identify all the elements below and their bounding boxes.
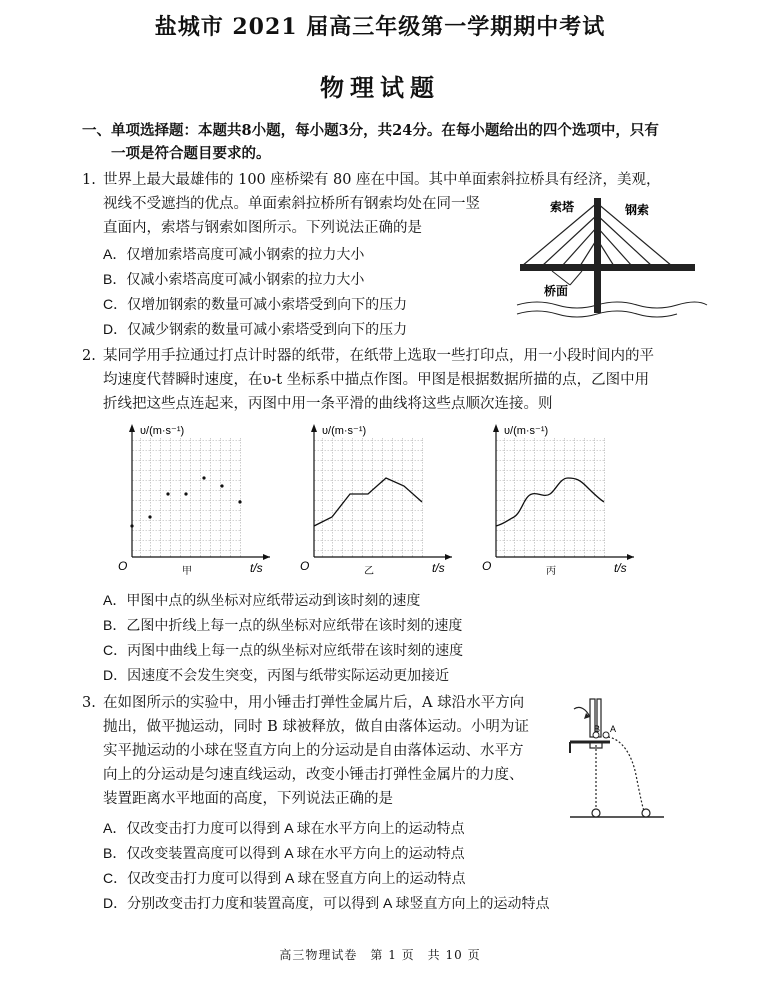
q1-stem-line3: 直面内，索塔与钢索如图所示。下列说法正确的是 [103, 220, 422, 236]
graph-jia [118, 424, 270, 577]
q2-option-a: A．甲图中点的纵坐标对应纸带运动到该时刻的速度 [103, 592, 421, 608]
water-wave [517, 302, 707, 308]
grid-area [314, 437, 424, 557]
q2-option-b: B．乙图中折线上每一点的纵坐标对应纸带在该时刻的速度 [103, 617, 463, 633]
data-point [148, 515, 151, 518]
q3-option-d: D．分别改变击打力度和装置高度，可以得到 A 球竖直方向上的运动特点 [103, 895, 550, 911]
question-number: 1. [82, 172, 96, 188]
q1-option-a: A．仅增加索塔高度可减小钢索的拉力大小 [103, 246, 365, 262]
q3-stem-line2: 抛出，做平抛运动，同时 B 球被释放，做自由落体运动。小明为证 [103, 719, 529, 735]
origin-label: O [300, 559, 310, 573]
q3-option-c: C．仅改变击打力度可以得到 A 球在竖直方向上的运动特点 [103, 870, 466, 886]
ball-a-label: A [610, 724, 617, 734]
x-axis-label: t/s [614, 561, 627, 575]
ball-b-landed [592, 809, 600, 817]
y-axis-label: υ/(m·s⁻¹) [504, 425, 549, 437]
grid-area [496, 437, 606, 557]
q3-stem-line4: 向上的分运动是匀速直线运动，改变小锤击打弹性金属片的力度、 [103, 767, 524, 783]
q2-stem-line2: 均速度代替瞬时速度，在υ-t 坐标系中描点作图。甲图是根据数据所描的点，乙图中用 [103, 372, 650, 388]
deck-label: 桥面 [544, 284, 569, 298]
question-number: 3. [82, 695, 96, 711]
q2-stem-line1: 某同学用手拉通过打点计时器的纸带，在纸带上选取一些打印点，用一小段时间内的平 [103, 348, 654, 364]
q3-option-b: B．仅改变装置高度可以得到 A 球在水平方向上的运动特点 [103, 845, 465, 861]
graph-yi [300, 424, 452, 577]
q1-option-c: C．仅增加钢索的数量可减小索塔受到向下的压力 [103, 296, 408, 312]
tower-label: 索塔 [550, 200, 575, 214]
grid-area [132, 437, 242, 557]
deck-shape [520, 264, 695, 271]
x-arrow [263, 554, 270, 560]
deck-leader [570, 271, 582, 285]
paper-subtitle: 物理试题 [320, 73, 440, 102]
q1-stem-line1: 世界上最大最雄伟的 100 座桥梁有 80 座在中国。其中单面索斜拉桥具有经济，美观， [103, 172, 661, 188]
x-axis-label: t/s [432, 561, 445, 575]
q3-option-a: A．仅改变击打力度可以得到 A 球在水平方向上的运动特点 [103, 820, 465, 836]
section-heading-line2: 一项是符合题目要求的。 [111, 145, 271, 162]
question-number: 2. [82, 348, 96, 364]
ball-a [603, 732, 609, 738]
q2-stem-line3: 折线把这些点连起来，丙图中用一条平滑的曲线将这些点顺次连接。则 [103, 396, 553, 412]
cable-label: 钢索 [625, 203, 650, 217]
q3-stem-line5: 装置距离水平地面的高度，下列说法正确的是 [103, 791, 393, 807]
graph-name: 丙 [546, 566, 556, 577]
q2-option-d: D．因速度不会发生突变，丙图与纸带实际运动更加接近 [103, 667, 450, 683]
origin-label: O [118, 559, 128, 573]
trajectory-a [608, 737, 644, 811]
velocity-graphs [110, 420, 650, 585]
bridge-figure [512, 188, 712, 318]
data-point [238, 500, 241, 503]
tower-shape [594, 198, 601, 313]
y-axis-label: υ/(m·s⁻¹) [140, 425, 185, 437]
y-arrow [129, 424, 135, 432]
data-point [184, 492, 187, 495]
y-arrow [493, 424, 499, 432]
origin-label: O [482, 559, 492, 573]
ball-a-landed [642, 809, 650, 817]
data-point [202, 476, 205, 479]
data-point [220, 484, 223, 487]
q1-option-b: B．仅减小索塔高度可减小钢索的拉力大小 [103, 271, 365, 287]
deck-leader [552, 271, 570, 285]
q1-option-d: D．仅减少钢索的数量可减小索塔受到向下的压力 [103, 321, 408, 337]
q2-option-c: C．丙图中曲线上每一点的纵坐标对应纸带在该时刻的速度 [103, 642, 464, 658]
q3-stem-line3: 实平抛运动的小球在竖直方向上的分运动是自由落体运动、水平方 [103, 743, 524, 759]
x-axis-label: t/s [250, 561, 263, 575]
projectile-apparatus-figure [560, 695, 670, 825]
graph-name: 乙 [364, 566, 374, 577]
exam-title: 盐城市 2021 届高三年级第一学期期中考试 [154, 14, 606, 40]
x-arrow [445, 554, 452, 560]
graph-bing [482, 424, 634, 577]
x-arrow [627, 554, 634, 560]
ball-b-label: B [594, 724, 601, 734]
y-arrow [311, 424, 317, 432]
graph-name: 甲 [182, 566, 192, 577]
page-footer: 高三物理试卷 第 1 页 共 10 页 [279, 948, 481, 962]
data-point [130, 524, 133, 527]
q3-stem-line1: 在如图所示的实验中，用小锤击打弹性金属片后，A 球沿水平方向 [103, 695, 525, 711]
q1-stem-line2: 视线不受遮挡的优点。单面索斜拉桥所有钢索均处在同一竖 [103, 196, 480, 212]
y-axis-label: υ/(m·s⁻¹) [322, 425, 367, 437]
section-heading-line1: 一、单项选择题：本题共8小题，每小题3分，共24分。在每小题给出的四个选项中，只有 [82, 122, 659, 139]
data-point [166, 492, 169, 495]
